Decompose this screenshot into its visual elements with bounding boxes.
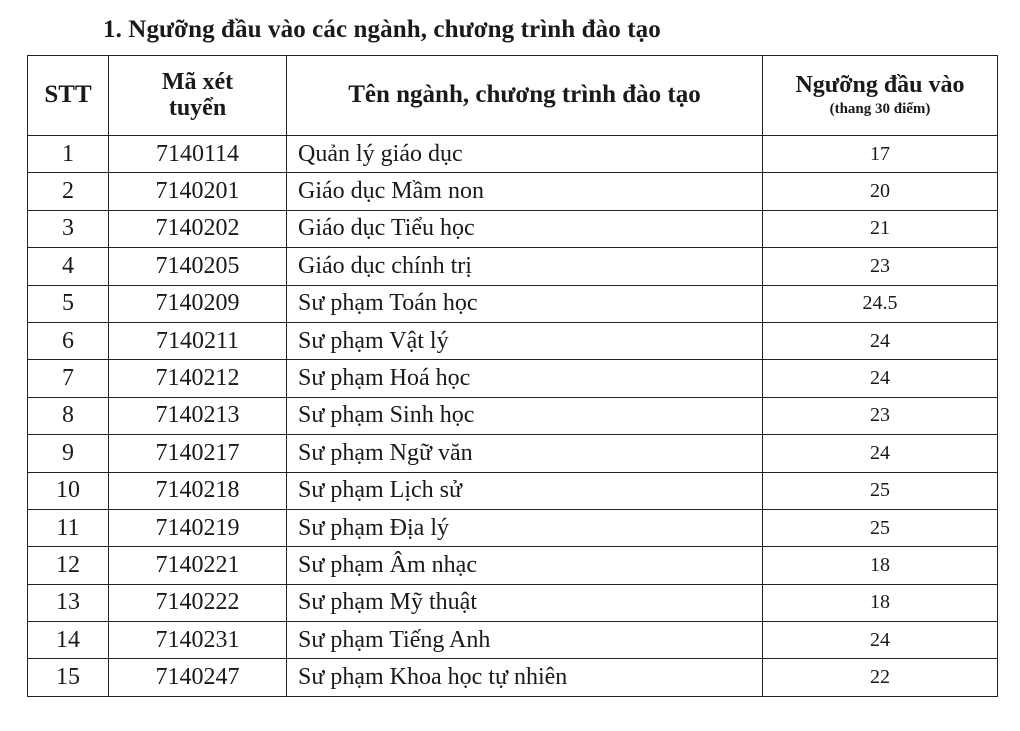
table-row bbox=[28, 435, 998, 472]
cell-threshold: 21 bbox=[763, 210, 998, 247]
cell-stt: 2 bbox=[28, 173, 109, 210]
table-row bbox=[28, 360, 998, 397]
table-row bbox=[28, 285, 998, 322]
cell-program-name: Sư phạm Vật lý bbox=[287, 322, 763, 359]
cell-code: 7140222 bbox=[109, 584, 287, 621]
cell-program-name: Sư phạm Ngữ văn bbox=[287, 435, 763, 472]
cell-stt: 3 bbox=[28, 210, 109, 247]
cell-code: 7140219 bbox=[109, 509, 287, 546]
cell-code: 7140218 bbox=[109, 472, 287, 509]
cell-threshold: 17 bbox=[763, 136, 998, 173]
cell-stt: 4 bbox=[28, 248, 109, 285]
cell-threshold: 18 bbox=[763, 584, 998, 621]
cell-stt: 6 bbox=[28, 322, 109, 359]
cell-stt: 12 bbox=[28, 547, 109, 584]
cell-program-name: Sư phạm Âm nhạc bbox=[287, 547, 763, 584]
cell-program-name: Sư phạm Sinh học bbox=[287, 397, 763, 434]
cell-program-name: Sư phạm Hoá học bbox=[287, 360, 763, 397]
cell-program-name: Sư phạm Tiếng Anh bbox=[287, 622, 763, 659]
table-row bbox=[28, 659, 998, 696]
cell-threshold: 25 bbox=[763, 509, 998, 546]
cell-program-name: Sư phạm Khoa học tự nhiên bbox=[287, 659, 763, 696]
cell-stt: 15 bbox=[28, 659, 109, 696]
cell-stt: 14 bbox=[28, 622, 109, 659]
cell-program-name: Sư phạm Mỹ thuật bbox=[287, 584, 763, 621]
header-program-name: Tên ngành, chương trình đào tạo bbox=[287, 56, 763, 136]
header-threshold bbox=[763, 56, 998, 136]
cell-code: 7140205 bbox=[109, 248, 287, 285]
cell-program-name: Giáo dục chính trị bbox=[287, 248, 763, 285]
header-threshold-note: (thang 30 điểm) bbox=[829, 101, 931, 118]
cell-code: 7140217 bbox=[109, 435, 287, 472]
cell-code: 7140114 bbox=[109, 136, 287, 173]
cell-threshold: 24 bbox=[763, 622, 998, 659]
table-row bbox=[28, 584, 998, 621]
admission-threshold-table bbox=[27, 55, 998, 697]
cell-program-name: Sư phạm Lịch sử bbox=[287, 472, 763, 509]
table-row bbox=[28, 397, 998, 434]
header-code-line2: tuyển bbox=[168, 94, 227, 121]
cell-threshold: 23 bbox=[763, 397, 998, 434]
cell-stt: 11 bbox=[28, 509, 109, 546]
table-row bbox=[28, 509, 998, 546]
table-row bbox=[28, 547, 998, 584]
header-code bbox=[109, 56, 287, 136]
cell-stt: 5 bbox=[28, 285, 109, 322]
cell-stt: 8 bbox=[28, 397, 109, 434]
cell-program-name: Giáo dục Mầm non bbox=[287, 173, 763, 210]
cell-code: 7140212 bbox=[109, 360, 287, 397]
table-row bbox=[28, 622, 998, 659]
cell-code: 7140213 bbox=[109, 397, 287, 434]
header-stt: STT bbox=[28, 56, 109, 136]
cell-program-name: Quản lý giáo dục bbox=[287, 136, 763, 173]
cell-threshold: 24 bbox=[763, 360, 998, 397]
header-code-line1: Mã xét bbox=[161, 69, 234, 96]
cell-threshold: 25 bbox=[763, 472, 998, 509]
cell-stt: 10 bbox=[28, 472, 109, 509]
cell-code: 7140247 bbox=[109, 659, 287, 696]
cell-threshold: 20 bbox=[763, 173, 998, 210]
cell-stt: 1 bbox=[28, 136, 109, 173]
cell-program-name: Sư phạm Toán học bbox=[287, 285, 763, 322]
cell-threshold: 24 bbox=[763, 322, 998, 359]
table-header-row bbox=[28, 56, 998, 136]
cell-stt: 13 bbox=[28, 584, 109, 621]
cell-threshold: 18 bbox=[763, 547, 998, 584]
cell-code: 7140231 bbox=[109, 622, 287, 659]
cell-code: 7140211 bbox=[109, 322, 287, 359]
table-row bbox=[28, 173, 998, 210]
table-row bbox=[28, 248, 998, 285]
header-threshold-label: Ngưỡng đầu vào bbox=[795, 72, 965, 99]
table-row bbox=[28, 136, 998, 173]
section-heading: 1. Ngưỡng đầu vào các ngành, chương trình đào tạo bbox=[103, 16, 661, 43]
cell-threshold: 23 bbox=[763, 248, 998, 285]
cell-code: 7140209 bbox=[109, 285, 287, 322]
table-row bbox=[28, 472, 998, 509]
cell-code: 7140221 bbox=[109, 547, 287, 584]
cell-program-name: Sư phạm Địa lý bbox=[287, 509, 763, 546]
cell-code: 7140202 bbox=[109, 210, 287, 247]
table-row bbox=[28, 322, 998, 359]
cell-program-name: Giáo dục Tiểu học bbox=[287, 210, 763, 247]
cell-code: 7140201 bbox=[109, 173, 287, 210]
cell-threshold: 24.5 bbox=[763, 285, 998, 322]
cell-stt: 9 bbox=[28, 435, 109, 472]
table-row bbox=[28, 210, 998, 247]
cell-threshold: 22 bbox=[763, 659, 998, 696]
cell-threshold: 24 bbox=[763, 435, 998, 472]
cell-stt: 7 bbox=[28, 360, 109, 397]
